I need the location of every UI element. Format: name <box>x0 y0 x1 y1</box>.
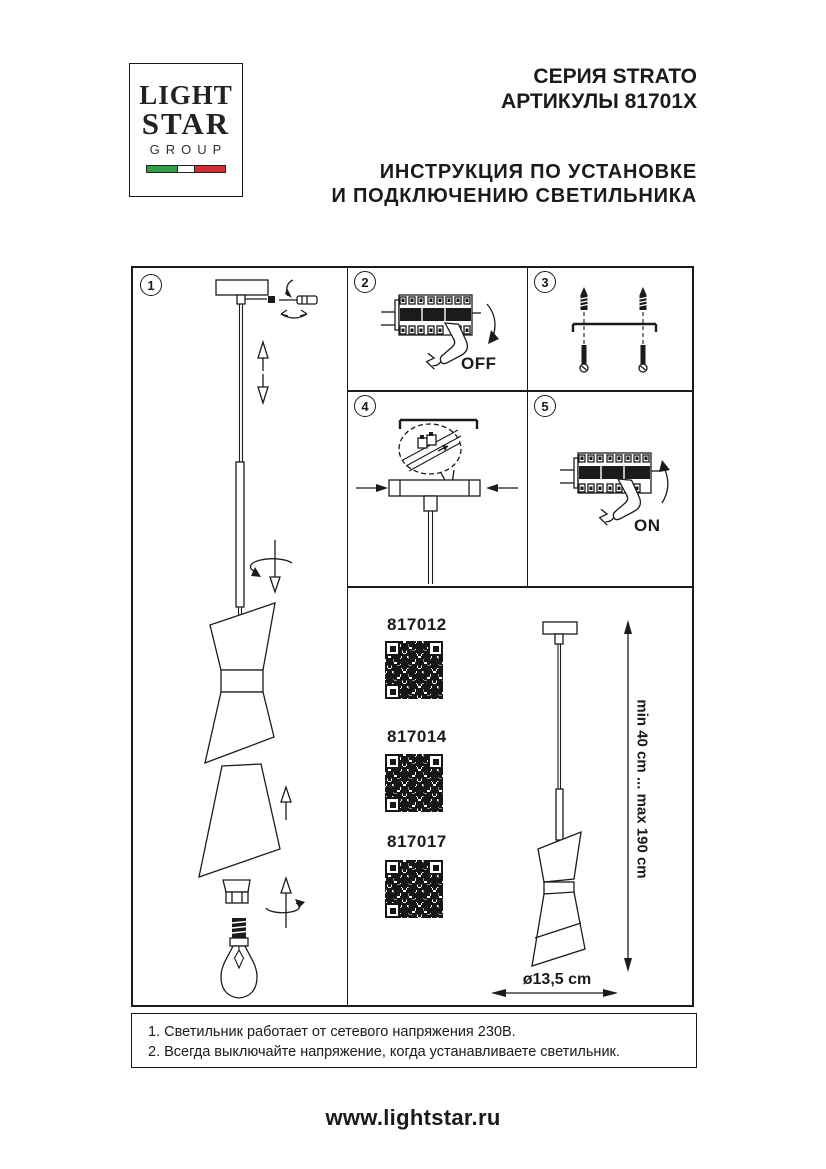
step-1-panel <box>133 268 346 1005</box>
screw-icon <box>580 287 588 372</box>
products-panel <box>348 588 692 1005</box>
instruction-title-line1: ИНСТРУКЦИЯ ПО УСТАНОВКЕ <box>379 161 697 183</box>
step-2-number: 2 <box>354 271 376 293</box>
article-number: 817017 <box>387 832 447 851</box>
article-number: 817012 <box>387 615 447 634</box>
logo-word-light: LIGHT <box>139 80 233 110</box>
diameter-label: ø13,5 cm <box>522 971 592 988</box>
diagram-grid <box>131 266 694 1007</box>
on-label: ON <box>634 516 661 535</box>
circuit-breaker-on-diagram <box>528 391 692 586</box>
safety-notes <box>131 1013 697 1068</box>
canopy-mounting-diagram <box>348 391 526 586</box>
logo-word-star: STAR <box>141 106 231 141</box>
step-2-panel <box>348 268 526 390</box>
step-4-panel <box>348 391 526 586</box>
step-3-panel <box>528 268 692 390</box>
flag-red-segment <box>195 166 225 172</box>
logo-word-group: GROUP <box>149 142 228 157</box>
note-2: 2. Всегда выключайте напряжение, когда устанавливаете светильник. <box>148 1044 620 1060</box>
document-header <box>331 64 697 208</box>
pendant-assembly-diagram <box>133 268 346 1005</box>
articles-title: АРТИКУЛЫ 81701X <box>501 90 697 113</box>
step-1-number: 1 <box>140 274 162 296</box>
italian-flag-stripe <box>146 165 226 173</box>
step-5-number: 5 <box>534 395 556 417</box>
note-1: 1. Светильник работает от сетевого напряжения 230В. <box>148 1024 516 1040</box>
article-number: 817014 <box>387 727 447 746</box>
flag-white-segment <box>177 166 196 172</box>
screw-icon <box>639 287 647 372</box>
step-4-number: 4 <box>354 395 376 417</box>
flag-green-segment <box>147 166 177 172</box>
instruction-title-line2: И ПОДКЛЮЧЕНИЮ СВЕТИЛЬНИКА <box>331 185 697 207</box>
off-label: OFF <box>461 354 497 373</box>
step-3-number: 3 <box>534 271 556 293</box>
lightstar-logo <box>129 63 243 197</box>
step-5-panel <box>528 391 692 586</box>
series-title: СЕРИЯ STRATO <box>533 65 697 88</box>
height-range-label: min 40 cm ... max 190 cm <box>633 699 651 879</box>
website-url: www.lightstar.ru <box>325 1105 501 1130</box>
